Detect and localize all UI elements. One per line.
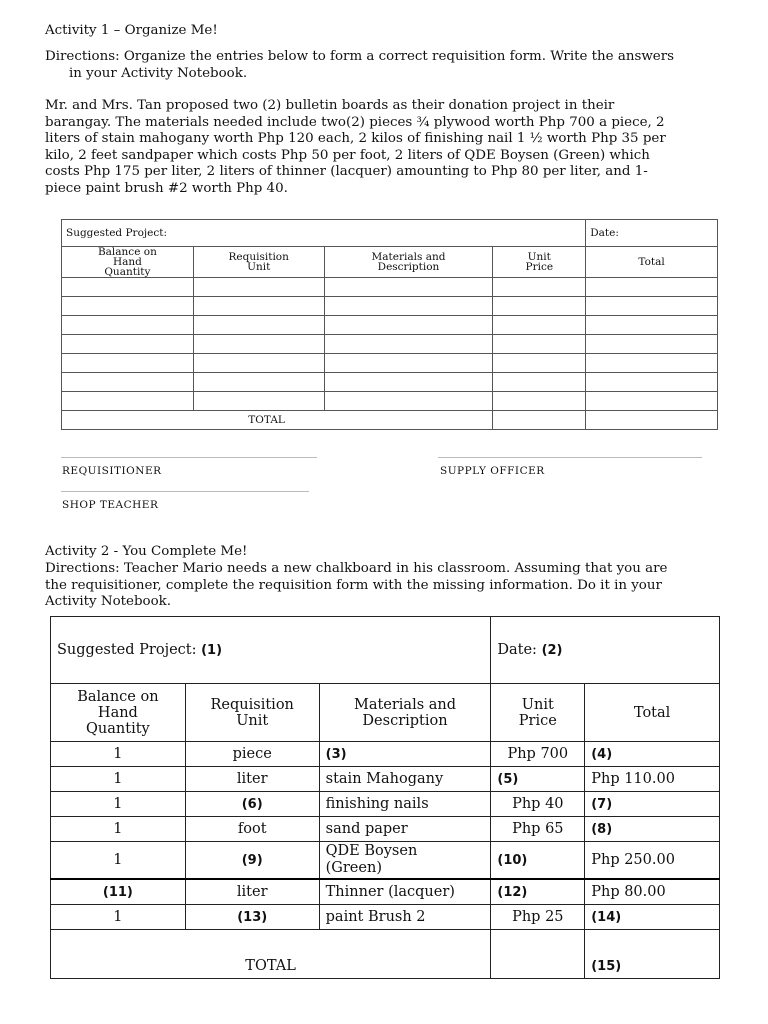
directions-line: the requisitioner, complete the requisition form with the missing information. Do it in your [45, 577, 662, 593]
qty-cell: 1 [51, 905, 186, 930]
desc-cell: stain Mahogany [319, 767, 491, 792]
header-unit: Requisition Unit [193, 247, 324, 278]
header-materials: Materials and Description [324, 247, 493, 278]
table-row [62, 335, 718, 354]
price-cell: (12) [491, 879, 585, 905]
table-row [51, 742, 720, 767]
total-cell: (14) [585, 905, 720, 930]
table-row [62, 297, 718, 316]
table-row [51, 767, 720, 792]
header-price: Unit Price [493, 247, 586, 278]
total-label: TOTAL [193, 411, 493, 430]
table-row [62, 373, 718, 392]
suggested-project-label: Suggested Project: [62, 220, 586, 247]
qty-cell: (11) [51, 879, 186, 905]
table-row [62, 278, 718, 297]
supply-officer-signature-line [438, 457, 702, 458]
total-cell: (7) [585, 792, 720, 817]
supply-officer-label: SUPPLY OFFICER [440, 465, 545, 477]
activity1-paragraph [45, 98, 735, 198]
desc-cell: finishing nails [319, 792, 491, 817]
activity1-directions [45, 49, 735, 82]
unit-cell: piece [185, 742, 319, 767]
total-cell: Php 80.00 [585, 879, 720, 905]
shop-teacher-signature-line [61, 491, 309, 492]
suggested-project-cell: Suggested Project: (1) [51, 617, 491, 684]
header-total: Total [585, 684, 720, 742]
price-cell: (5) [491, 767, 585, 792]
grand-total-cell: (15) [585, 930, 720, 979]
desc-cell: paint Brush 2 [319, 905, 491, 930]
paragraph-line: Mr. and Mrs. Tan proposed two (2) bulletin boards as their donation project in their [45, 98, 615, 113]
header-price: Unit Price [491, 684, 585, 742]
qty-cell: 1 [51, 742, 186, 767]
table-row [51, 879, 720, 905]
paragraph-line: barangay. The materials needed include two(2) pieces ¾ plywood worth Php 700 a piece, 2 [45, 114, 665, 130]
header-balance: Balance on Hand Quantity [51, 684, 186, 742]
unit-cell: liter [185, 879, 319, 905]
activity2-heading: Activity 2 - You Complete Me! [45, 544, 248, 559]
header-balance: Balance on Hand Quantity [62, 247, 194, 278]
paragraph-line: kilo, 2 feet sandpaper which costs Php 50 per foot, 2 liters of QDE Boysen (Green) which [45, 147, 650, 163]
total-cell: (4) [585, 742, 720, 767]
price-cell: Php 700 [491, 742, 585, 767]
table-row [51, 792, 720, 817]
activity1-directions-line2: in your Activity Notebook. [69, 65, 248, 81]
price-cell: Php 65 [491, 817, 585, 842]
date-cell: Date: (2) [491, 617, 720, 684]
requisitioner-signature-line [61, 457, 317, 458]
total-cell: Php 110.00 [585, 767, 720, 792]
table-row [51, 905, 720, 930]
price-cell: Php 40 [491, 792, 585, 817]
price-cell: Php 25 [491, 905, 585, 930]
unit-cell: (6) [185, 792, 319, 817]
directions-line: Activity Notebook. [45, 594, 172, 610]
qty-cell: 1 [51, 842, 186, 880]
directions-line: Directions: Teacher Mario needs a new chalkboard in his classroom. Assuming that you are [45, 561, 668, 576]
table-row [51, 842, 720, 880]
table-row [62, 316, 718, 335]
total-cell: (8) [585, 817, 720, 842]
date-label: Date: [586, 220, 718, 247]
desc-cell: QDE Boysen (Green) [319, 842, 491, 880]
unit-cell: liter [185, 767, 319, 792]
activity1-requisition-form [61, 219, 718, 430]
unit-cell: foot [185, 817, 319, 842]
activity1-directions-line1: Directions: Organize the entries below to form a correct requisition form. Write the answers [45, 49, 674, 64]
paragraph-line: piece paint brush #2 worth Php 40. [45, 180, 288, 196]
activity2-requisition-form [50, 616, 720, 979]
desc-cell: sand paper [319, 817, 491, 842]
unit-cell: (13) [185, 905, 319, 930]
total-cell: Php 250.00 [585, 842, 720, 880]
qty-cell: 1 [51, 817, 186, 842]
header-unit: Requisition Unit [185, 684, 319, 742]
table-row [62, 392, 718, 411]
total-label: TOTAL [185, 930, 491, 979]
unit-cell: (9) [185, 842, 319, 880]
paragraph-line: costs Php 175 per liter, 2 liters of thinner (lacquer) amounting to Php 80 per liter, and 1- [45, 164, 648, 180]
qty-cell: 1 [51, 792, 186, 817]
header-materials: Materials and Description [319, 684, 491, 742]
desc-cell: (3) [319, 742, 491, 767]
requisitioner-label: REQUISITIONER [62, 465, 162, 477]
price-cell: (10) [491, 842, 585, 880]
activity2-directions [45, 561, 735, 611]
desc-cell: Thinner (lacquer) [319, 879, 491, 905]
table-row [62, 354, 718, 373]
header-total: Total [586, 247, 718, 278]
shop-teacher-label: SHOP TEACHER [62, 499, 159, 511]
paragraph-line: liters of stain mahogany worth Php 120 each, 2 kilos of finishing nail 1 ½ worth Php 35 per [45, 131, 666, 147]
table-row [51, 817, 720, 842]
activity1-heading: Activity 1 – Organize Me! [45, 23, 218, 38]
qty-cell: 1 [51, 767, 186, 792]
